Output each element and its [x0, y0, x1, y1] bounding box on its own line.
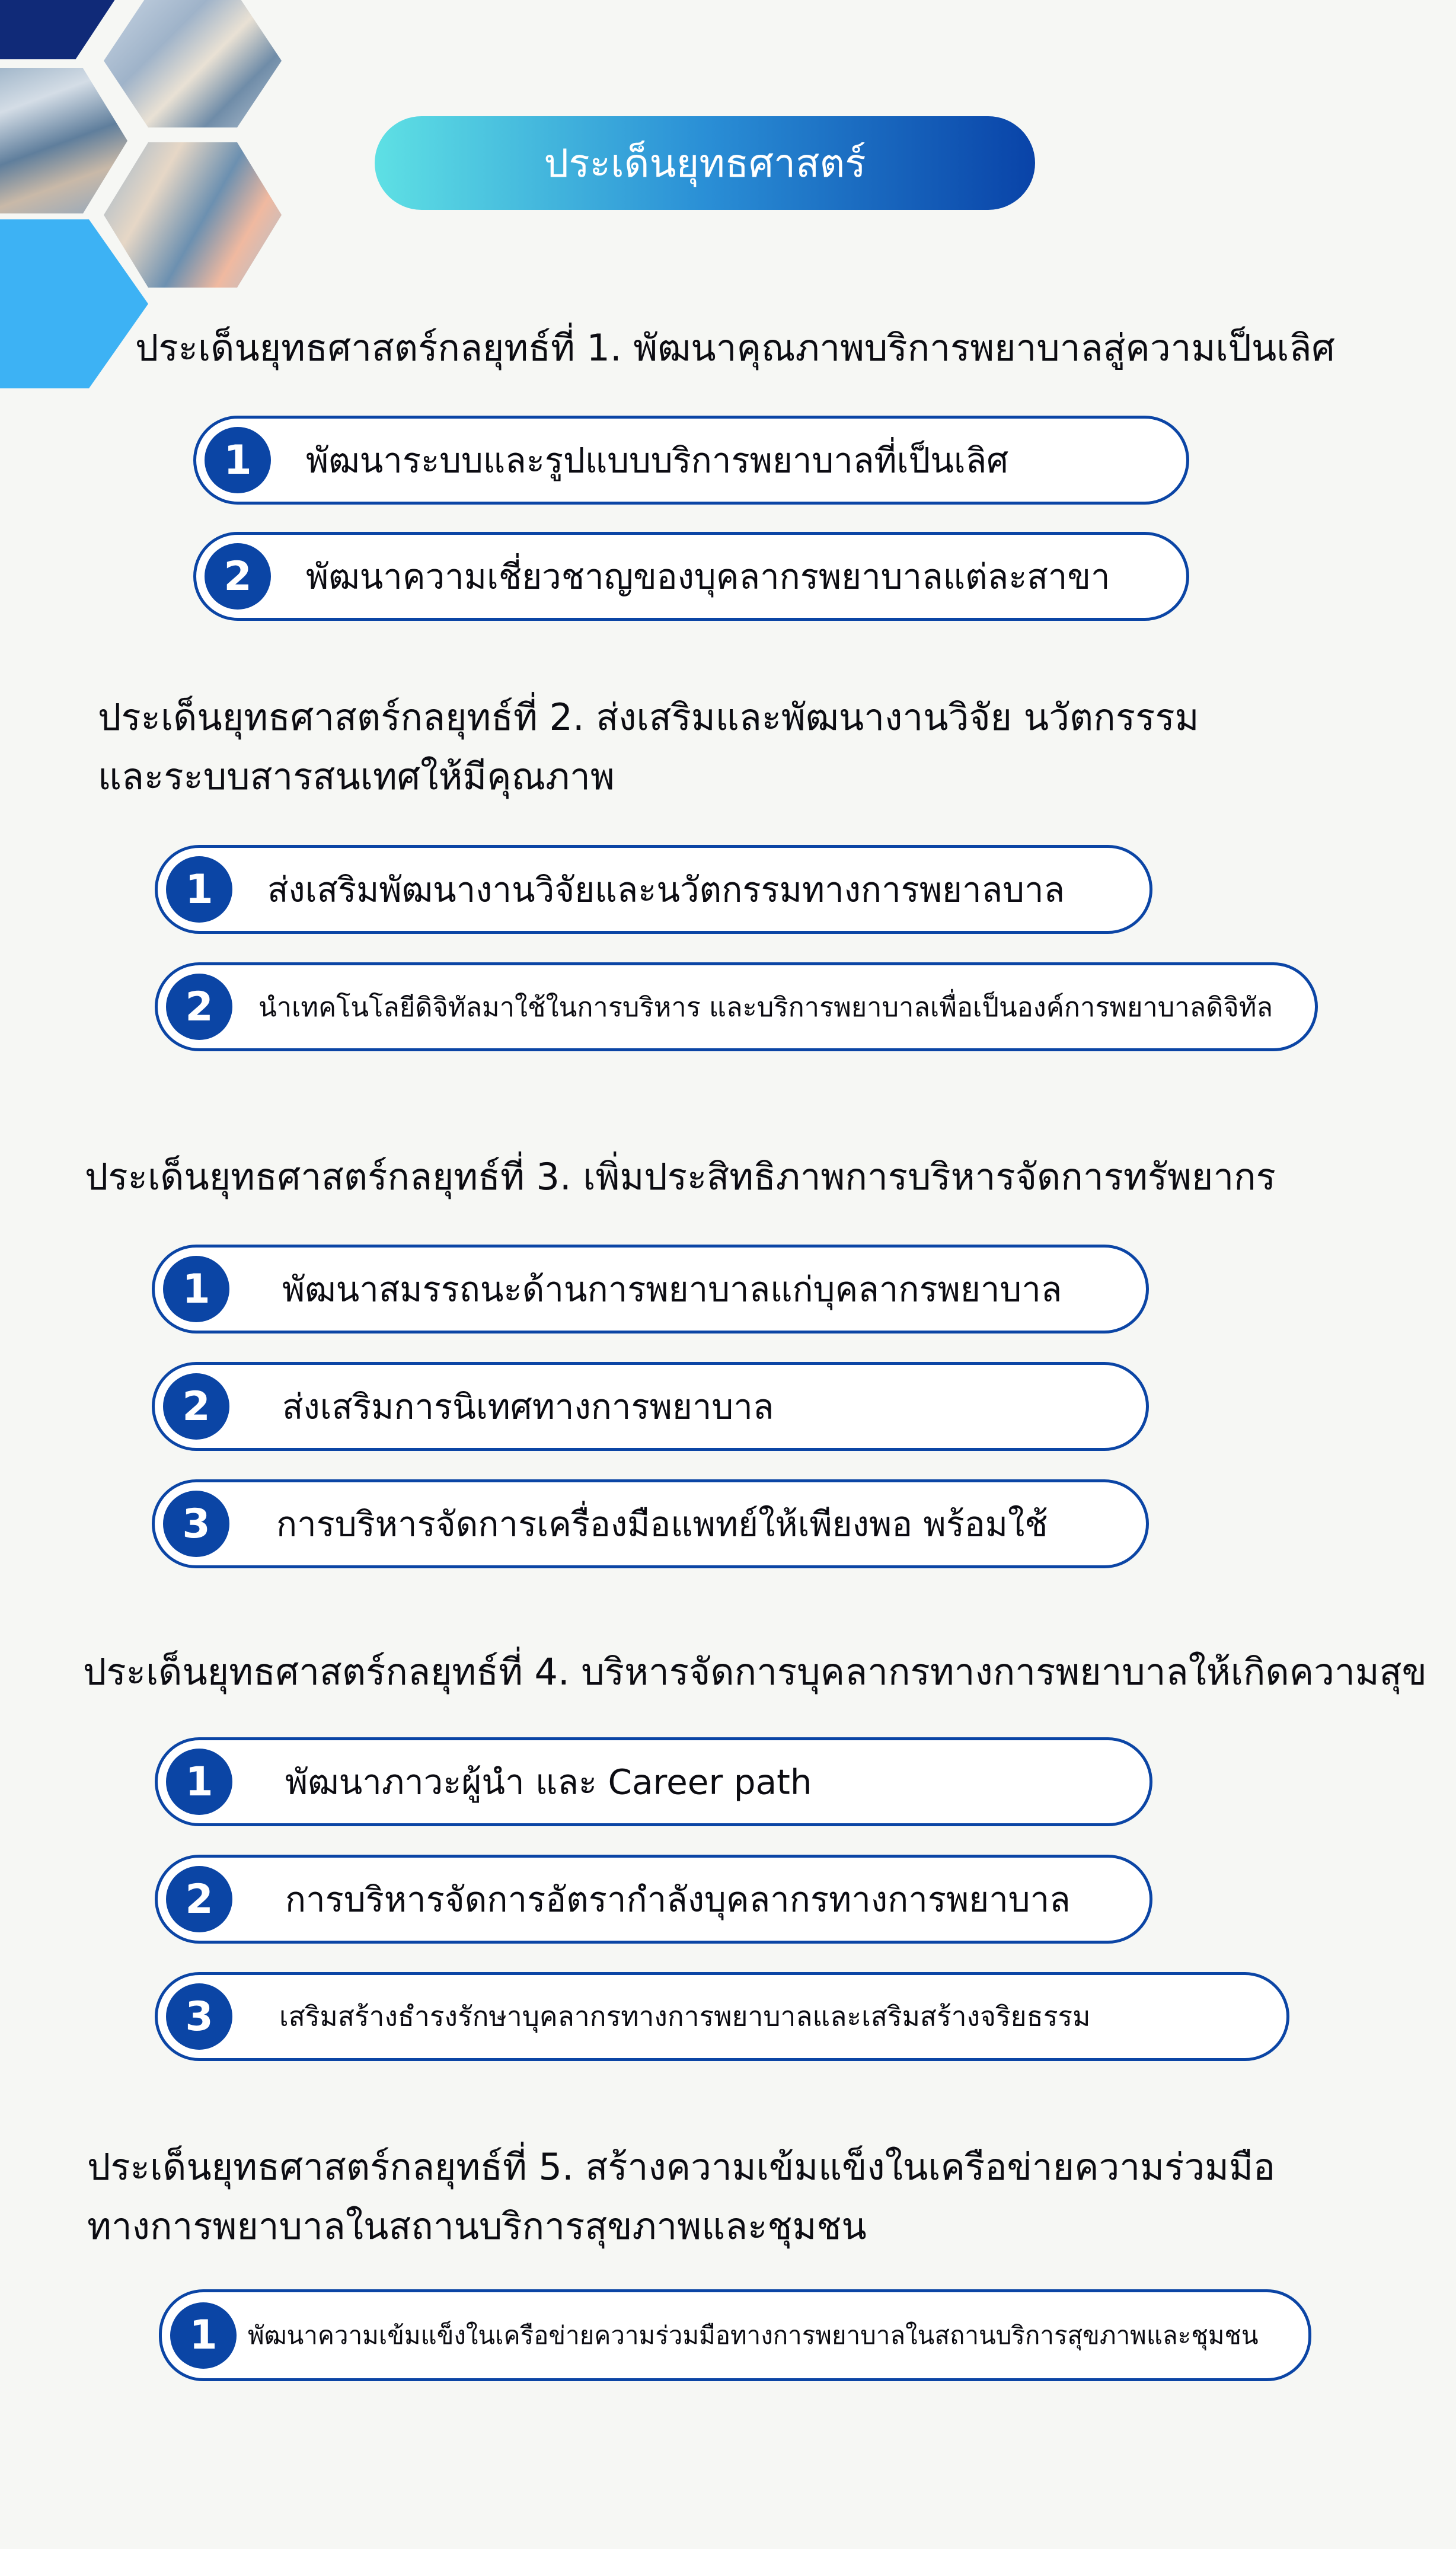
section-3-item-1: [152, 1245, 1149, 1333]
section-5-heading: ประเด็นยุทธศาสตร์กลยุทธ์ที่ 5. สร้างความเข้มแข็งในเครือข่ายความร่วมมือ ทางการพยาบาลในสถานบริการสุขภาพและชุมชน: [87, 2145, 1276, 2248]
item-text: พัฒนาสมรรถนะด้านการพยาบาลแก่บุคลากรพยาบาล: [282, 1269, 1062, 1310]
number-badge: 1: [205, 427, 271, 493]
section-1-heading: ประเด็นยุทธศาสตร์กลยุทธ์ที่ 1. พัฒนาคุณภาพบริการพยาบาลสู่ความเป็นเลิศ: [135, 326, 1335, 369]
item-text: ส่งเสริมการนิเทศทางการพยาบาล: [282, 1386, 774, 1427]
number-badge: 3: [163, 1491, 229, 1557]
item-text: ส่งเสริมพัฒนางานวิจัยและนวัตกรรมทางการพยาลบาล: [267, 869, 1065, 910]
section-4-item-1: [155, 1737, 1152, 1826]
section-3-item-3: [152, 1479, 1149, 1568]
item-text: พัฒนาความเชี่ยวชาญของบุคลากรพยาบาลแต่ละสาขา: [306, 556, 1110, 597]
nurses-photo-hexagon: [104, 0, 282, 127]
section-4-item-2: [155, 1855, 1152, 1944]
item-text: พัฒนาความเข้มแข็งในเครือข่ายความร่วมมือทางการพยาบาลในสถานบริการสุขภาพและชุมชน: [248, 2320, 1259, 2350]
number-badge: 2: [166, 1866, 232, 1932]
number-badge: 1: [163, 1256, 229, 1322]
item-text: นำเทคโนโลยีดิจิทัลมาใช้ในการบริหาร และบริการพยาบาลเพื่อเป็นองค์การพยาบาลดิจิทัล: [258, 991, 1273, 1023]
section-4-heading: ประเด็นยุทธศาสตร์กลยุทธ์ที่ 4. บริหารจัดการบุคลากรทางการพยาบาลให้เกิดความสุข: [83, 1650, 1427, 1693]
page-title: ประเด็นยุทธศาสตร์: [544, 140, 866, 186]
section-3-heading: ประเด็นยุทธศาสตร์กลยุทธ์ที่ 3. เพิ่มประสิทธิภาพการบริหารจัดการทรัพยากร: [85, 1155, 1276, 1198]
section-2-item-2: [155, 962, 1318, 1051]
number-badge: 2: [205, 543, 271, 610]
item-text: พัฒนาภาวะผู้นำ และ Career path: [285, 1762, 812, 1803]
number-badge: 1: [170, 2302, 237, 2369]
nurses-photo-hexagon: [104, 142, 282, 288]
section-4-item-3: [155, 1972, 1289, 2061]
number-badge: 2: [163, 1373, 229, 1440]
section-5-item-1: [159, 2289, 1311, 2381]
navy-hexagon-decoration: [0, 0, 124, 59]
section-1-item-2: [193, 532, 1189, 621]
nurses-photo-hexagon: [0, 68, 127, 213]
number-badge: 2: [166, 974, 232, 1040]
number-badge: 1: [166, 1749, 232, 1815]
section-3-item-2: [152, 1362, 1149, 1451]
item-text: การบริหารจัดการอัตรากำลังบุคลากรทางการพยาบาล: [285, 1879, 1071, 1920]
number-badge: 3: [166, 1983, 232, 2050]
item-text: พัฒนาระบบและรูปแบบบริการพยาบาลที่เป็นเลิศ: [306, 440, 1009, 481]
item-text: เสริมสร้างธำรงรักษาบุคลากรทางการพยาบาลและเสริมสร้างจริยธรรม: [279, 2000, 1091, 2033]
section-1-item-1: [193, 416, 1189, 505]
item-text: การบริหารจัดการเครื่องมือแพทย์ให้เพียงพอ พร้อมใช้: [276, 1504, 1048, 1545]
section-2-heading: ประเด็นยุทธศาสตร์กลยุทธ์ที่ 2. ส่งเสริมและพัฒนางานวิจัย นวัตกรรรม และระบบสารสนเทศให้มีคุณภาพ: [98, 696, 1199, 798]
number-badge: 1: [166, 856, 232, 923]
page-title-banner: [375, 116, 1035, 210]
section-2-item-1: [155, 845, 1152, 934]
